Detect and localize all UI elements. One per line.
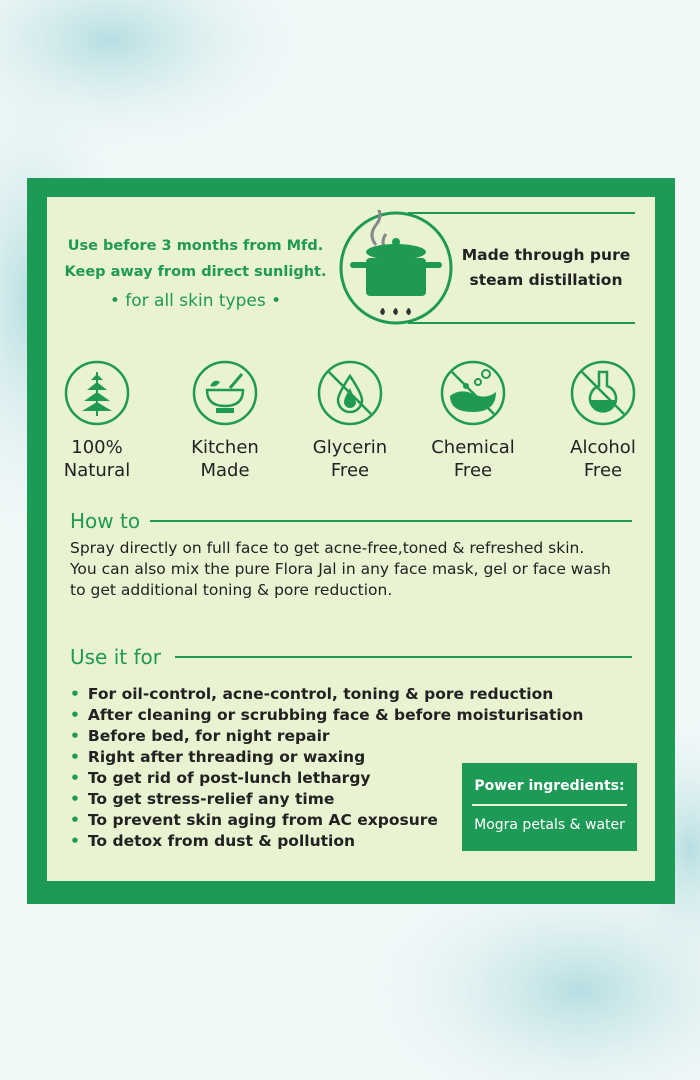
list-item: • To get rid of post-lunch lethargy xyxy=(70,769,371,787)
badge-natural-line-2: Natural xyxy=(63,460,131,481)
badge-chemical-line-1: Chemical xyxy=(431,437,515,458)
list-item: • To detox from dust & pollution xyxy=(70,832,356,850)
list-item: • Right after threading or waxing xyxy=(70,748,366,766)
how-to-line-2: You can also mix the pure Flora Jal in any face mask, gel or face wash xyxy=(70,560,611,578)
notice-line-2: Keep away from direct sunlight. xyxy=(64,264,327,280)
power-ingredients-box xyxy=(462,763,637,851)
notice-line-1: Use before 3 months from Mfd. xyxy=(67,238,324,254)
how-to-divider xyxy=(150,520,632,522)
badge-chemical-free xyxy=(408,360,538,482)
use-it-for-divider xyxy=(175,656,632,658)
skin-types-label: • for all skin types • xyxy=(109,291,282,311)
badge-kitchen-made xyxy=(160,360,290,482)
badge-glycerin-free xyxy=(285,360,415,482)
badge-natural-line-1: 100% xyxy=(71,437,123,458)
badge-kitchen-line-1: Kitchen xyxy=(191,437,259,458)
mortar-pestle-icon xyxy=(192,360,258,426)
badge-glycerin-line-1: Glycerin xyxy=(312,437,388,458)
use-it-for-heading: Use it for xyxy=(70,645,161,669)
list-item: • After cleaning or scrubbing face & before moisturisation xyxy=(70,706,584,724)
list-item: • To prevent skin aging from AC exposure xyxy=(70,811,438,829)
badge-alcohol-line-1: Alcohol xyxy=(570,437,636,458)
no-drop-icon xyxy=(317,360,383,426)
leaf-icon xyxy=(64,360,130,426)
list-item: • To get stress-relief any time xyxy=(70,790,335,808)
no-flask-icon xyxy=(570,360,636,426)
power-ingredients-divider xyxy=(472,804,627,806)
how-to-line-1: Spray directly on full face to get acne-free,toned & refreshed skin. xyxy=(70,539,585,557)
steam-line-1: Made through pure xyxy=(461,246,631,264)
steam-distillation-label xyxy=(460,243,632,293)
usage-notice xyxy=(58,233,333,285)
steam-line-2: steam distillation xyxy=(469,271,623,289)
badge-chemical-line-2: Free xyxy=(453,460,493,481)
how-to-text xyxy=(70,538,640,601)
badge-alcohol-line-2: Free xyxy=(583,460,623,481)
power-ingredients-title: Power ingredients: xyxy=(474,778,625,794)
badge-alcohol-free xyxy=(538,360,668,482)
list-item: • For oil-control, acne-control, toning & pore reduction xyxy=(70,685,554,703)
badge-glycerin-line-2: Free xyxy=(330,460,370,481)
no-chemical-icon xyxy=(440,360,506,426)
how-to-heading: How to xyxy=(70,509,141,533)
badge-natural xyxy=(32,360,162,482)
power-ingredients-value: Mogra petals & water xyxy=(474,817,625,833)
how-to-line-3: to get additional toning & pore reduction. xyxy=(70,581,393,599)
list-item: • Before bed, for night repair xyxy=(70,727,330,745)
badge-kitchen-line-2: Made xyxy=(200,460,250,481)
